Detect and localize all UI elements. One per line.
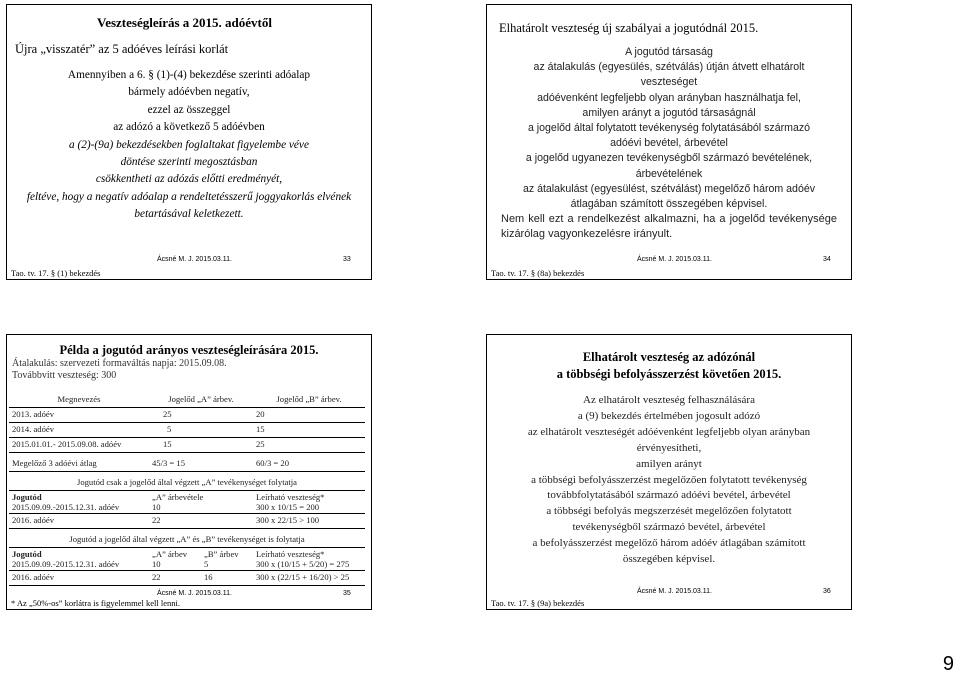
slide-footer: Ácsné M. J. 2015.03.11. bbox=[637, 588, 712, 595]
table-section-row bbox=[9, 533, 365, 548]
table-cell: 2013. adóév bbox=[9, 408, 149, 423]
slide-body bbox=[501, 45, 837, 243]
body-line: a befolyásszerzést megelőző három adóév átlagában számított bbox=[532, 537, 806, 550]
table-cell: 22 bbox=[149, 571, 201, 586]
body-line: Az elhatárolt veszteség felhasználására bbox=[583, 394, 755, 406]
slide-body bbox=[487, 393, 851, 568]
section-label: Jogutód csak a jogelőd által végzett „A” tevékenységet folytatja bbox=[9, 476, 365, 491]
table-cell: 2014. adóév bbox=[9, 423, 149, 438]
table-cell: 300 x 22/15 > 100 bbox=[253, 514, 365, 529]
body-line: összegében képvisel. bbox=[622, 553, 716, 566]
table-cell: 25 bbox=[149, 408, 253, 423]
header-cell: Jogelőd „B” árbev. bbox=[253, 393, 365, 408]
header-cell: Megnevezés bbox=[9, 393, 149, 408]
table-cell bbox=[9, 548, 149, 571]
slide-footer: Ácsné M. J. 2015.03.11. bbox=[157, 590, 232, 597]
revenue-b-value: 5 bbox=[204, 559, 209, 569]
body-line: feltéve, hogy a negatív adóalap a rendeltetésszerű joggyakorlás elvének bbox=[26, 190, 352, 203]
slide-title bbox=[487, 349, 851, 383]
body-line: a többségi befolyásszerzést megelőzően folytatott tevékenység bbox=[531, 473, 807, 486]
legal-source: Tao. tv. 17. § (9a) bekezdés bbox=[491, 598, 585, 608]
body-line: ezzel az összeggel bbox=[147, 103, 231, 116]
revenue-a-value: 10 bbox=[152, 559, 161, 569]
deductible-label: Leírható veszteség* bbox=[256, 492, 325, 502]
table-cell bbox=[9, 491, 149, 514]
table-cell: Megelőző 3 adóévi átlag bbox=[9, 457, 149, 472]
slide-footer: Ácsné M. J. 2015.03.11. bbox=[637, 256, 712, 263]
section-label: Jogutód a jogelőd által végzett „A” és „B” tevékenységet is folytatja bbox=[9, 533, 365, 548]
table-cell bbox=[149, 548, 201, 571]
carried-loss: Továbbvitt veszteség: 300 bbox=[12, 370, 117, 381]
successor-label: Jogutód bbox=[12, 549, 42, 559]
body-line: az átalakulást (egyesülést, szétválást) megelőző három adóév bbox=[522, 182, 816, 195]
body-line: a (2)-(9a) bekezdésekben foglaltakat figyelembe véve bbox=[69, 138, 309, 151]
body-line: a többségi befolyás megszerzését megelőzően folytatott bbox=[546, 505, 792, 518]
table-cell bbox=[201, 548, 253, 571]
body-line: árbevételének bbox=[635, 167, 703, 180]
slide-33 bbox=[6, 4, 372, 280]
table-cell: 2015.01.01.- 2015.09.08. adóév bbox=[9, 438, 149, 453]
table-row bbox=[9, 514, 365, 529]
table-cell: 5 bbox=[149, 423, 253, 438]
title-line: Elhatárolt veszteség az adózónál bbox=[582, 350, 756, 364]
period-label: 2015.09.09.-2015.12.31. adóév bbox=[12, 559, 120, 569]
table-cell: 2016. adóév bbox=[9, 571, 149, 586]
table-row bbox=[9, 457, 365, 472]
body-line: átlagában számított összegében képvisel. bbox=[570, 198, 768, 211]
table-cell: 45/3 = 15 bbox=[149, 457, 253, 472]
legal-source: Tao. tv. 17. § (1) bekezdés bbox=[11, 268, 101, 278]
slide-number: 34 bbox=[823, 256, 831, 263]
body-line: Amennyiben a 6. § (1)-(4) bekezdése szerinti adóalap bbox=[67, 69, 311, 81]
slide-title: Példa a jogutód arányos veszteségleírására 2015. bbox=[59, 343, 319, 357]
table-cell: 15 bbox=[149, 438, 253, 453]
table-header-row bbox=[9, 393, 365, 408]
example-table bbox=[9, 393, 365, 586]
slide-title: Veszteségleírás a 2015. adóévtől bbox=[97, 15, 272, 30]
table-row bbox=[9, 423, 365, 438]
slide-title: Elhatárolt veszteség új szabályai a jogutódnál 2015. bbox=[499, 21, 759, 35]
slide-body bbox=[7, 67, 371, 224]
page-number: 9 bbox=[942, 653, 954, 675]
body-line: döntése szerinti megosztásban bbox=[120, 156, 258, 169]
slide-number: 36 bbox=[823, 588, 831, 595]
body-line: az elhatárolt veszteségét adóévenként legfeljebb olyan arányban bbox=[527, 425, 811, 438]
table-cell: 25 bbox=[253, 438, 365, 453]
table-row bbox=[9, 548, 365, 571]
body-line: veszteséget bbox=[640, 76, 698, 89]
deductible-value: 300 x 10/15 = 200 bbox=[256, 502, 320, 512]
body-line: az átalakulás (egyesülés, szétválás) útján átvett elhatárolt bbox=[533, 61, 805, 74]
slide-35 bbox=[6, 334, 372, 610]
table-section-row bbox=[9, 476, 365, 491]
slide-number: 35 bbox=[343, 590, 351, 597]
table-row bbox=[9, 491, 365, 514]
table-cell: 20 bbox=[253, 408, 365, 423]
table-cell: 16 bbox=[201, 571, 253, 586]
table-cell bbox=[253, 491, 365, 514]
header-cell: Jogelőd „A” árbev. bbox=[149, 393, 253, 408]
table-cell: 22 bbox=[149, 514, 253, 529]
slide-footer: Ácsné M. J. 2015.03.11. bbox=[157, 256, 232, 263]
table-cell bbox=[149, 491, 253, 514]
title-line: a többségi befolyásszerzést követően 2015. bbox=[556, 367, 782, 381]
successor-label: Jogutód bbox=[12, 492, 42, 502]
body-line: a jogelőd ugyanezen tevékenységből származó bevételének, bbox=[525, 152, 813, 165]
table-row bbox=[9, 408, 365, 423]
body-line: adóévi bevétel, árbevétel bbox=[610, 137, 728, 150]
body-line: a jogelőd által folytatott tevékenység folytatásából származó bbox=[527, 122, 811, 135]
example-info bbox=[12, 358, 227, 382]
body-line: továbbfolytatásából származó adóévi bevétel, árbevétel bbox=[547, 489, 791, 502]
body-line: betartásával keletkezett. bbox=[134, 208, 244, 221]
exception-note: Nem kell ezt a rendelkezést alkalmazni, ha a jogelőd tevékenysége kizárólag vagyonkezelésre irányult. bbox=[501, 213, 837, 241]
body-line: tevékenységből származó bevétel, árbevétel bbox=[572, 521, 766, 534]
body-line: amilyen arányt a jogutód társaságnál bbox=[582, 106, 756, 119]
body-line: érvényesítheti, bbox=[636, 441, 702, 454]
table-cell: 60/3 = 20 bbox=[253, 457, 365, 472]
slide-number: 33 bbox=[343, 256, 351, 263]
legal-source: Tao. tv. 17. § (8a) bekezdés bbox=[491, 268, 585, 278]
deductible-value: 300 x (10/15 + 5/20) = 275 bbox=[256, 559, 350, 569]
table-cell: 15 bbox=[253, 423, 365, 438]
revenue-value: 10 bbox=[152, 502, 161, 512]
slide-36 bbox=[486, 334, 852, 610]
table-cell: 300 x (22/15 + 16/20) > 25 bbox=[253, 571, 365, 586]
body-line: bármely adóévben negatív, bbox=[128, 86, 250, 99]
table-cell bbox=[253, 548, 365, 571]
transformation-date: Átalakulás: szervezeti formaváltás napja: 2015.09.08. bbox=[12, 358, 227, 369]
period-label: 2015.09.09.-2015.12.31. adóév bbox=[12, 502, 120, 512]
table-row bbox=[9, 438, 365, 453]
slide-34 bbox=[486, 4, 852, 280]
body-line: adóévenként legfeljebb olyan arányban használhatja fel, bbox=[537, 91, 801, 104]
body-line: amilyen arányt bbox=[636, 457, 702, 470]
revenue-a-label: „A” árbev bbox=[152, 549, 188, 559]
body-line: A jogutód társaság bbox=[625, 46, 713, 58]
body-line: az adózó a következő 5 adóévben bbox=[113, 121, 265, 134]
revenue-b-label: „B” árbev bbox=[204, 549, 239, 559]
footnote: * Az „50%-os” korlátra is figyelemmel kell lenni. bbox=[11, 598, 181, 608]
slide-subtitle: Újra „visszatér” az 5 adóéves leírási korlát bbox=[15, 42, 229, 56]
table-cell: 2016. adóév bbox=[9, 514, 149, 529]
revenue-label: „A” árbevétele bbox=[152, 492, 204, 502]
body-line: a (9) bekezdés értelmében jogosult adózó bbox=[577, 409, 761, 422]
table-row bbox=[9, 571, 365, 586]
deductible-label: Leírható veszteség* bbox=[256, 549, 325, 559]
body-line: csökkentheti az adózás előtti eredményét, bbox=[95, 173, 283, 186]
